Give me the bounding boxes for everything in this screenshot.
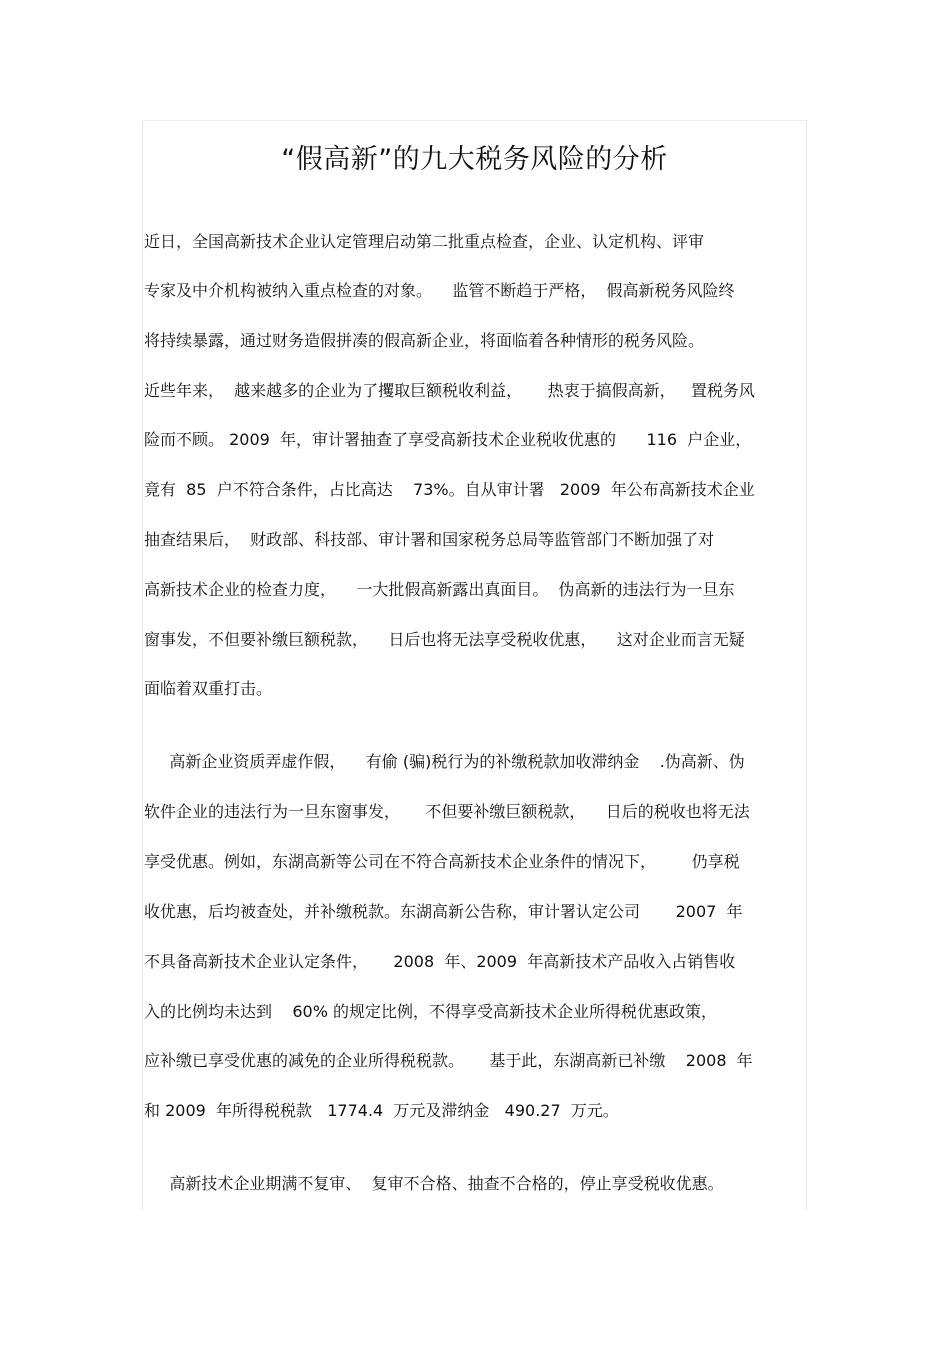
paragraph-line: 享受优惠。例如，东湖高新等公司在不符合高新技术企业条件的情况下， 仍享税 xyxy=(144,852,740,871)
paragraph-line: 和 2009 年所得税税款 1774.4 万元及滞纳金 490.27 万元。 xyxy=(144,1101,619,1120)
paragraph-line: 专家及中介机构被纳入重点检查的对象。 监管不断趋于严格， 假高新税务风险终 xyxy=(144,281,735,300)
paragraph-line: 高新技术企业期满不复审、 复审不合格、抽查不合格的，停止享受税收优惠。 xyxy=(144,1174,724,1193)
paragraph-line: 入的比例均未达到 60% 的规定比例，不得享受高新技术企业所得税优惠政策， xyxy=(144,1002,717,1021)
paragraph-line: 近日，全国高新技术企业认定管理启动第二批重点检查，企业、认定机构、评审 xyxy=(144,232,705,251)
paragraph-line: 不具备高新技术企业认定条件， 2008 年、2009 年高新技术产品收入占销售收 xyxy=(144,952,736,971)
document-title: “假高新”的九大税务风险的分析 xyxy=(281,144,668,175)
paragraph-line: 收优惠，后均被查处，并补缴税款。东湖高新公告称，审计署认定公司 2007 年 xyxy=(144,902,743,921)
paragraph-line: 将持续暴露，通过财务造假拼凑的假高新企业，将面临着各种情形的税务风险。 xyxy=(144,331,705,350)
paragraph-line: 高新企业资质弄虚作假， 有偷 (骗)税行为的补缴税款加收滞纳金 .伪高新、伪 xyxy=(144,752,745,771)
paragraph-line: 竟有 85 户不符合条件，占比高达 73%。自从审计署 2009 年公布高新技术企业 xyxy=(144,480,755,499)
paragraph-line: 软件企业的违法行为一旦东窗事发， 不但要补缴巨额税款， 日后的税收也将无法 xyxy=(144,802,750,821)
paragraph-line: 应补缴已享受优惠的减免的企业所得税税款。 基于此，东湖高新已补缴 2008 年 xyxy=(144,1051,753,1070)
paragraph-line: 面临着双重打击。 xyxy=(144,679,273,698)
paragraph-line: 近些年来， 越来越多的企业为了攫取巨额税收利益， 热衷于搞假高新， 置税务风 xyxy=(144,381,755,400)
paragraph-line: 抽查结果后， 财政部、科技部、审计署和国家税务总局等监管部门不断加强了对 xyxy=(144,530,715,549)
paragraph-line: 险而不顾。 2009 年，审计署抽查了享受高新技术企业税收优惠的 116 户企业， xyxy=(144,430,752,449)
paragraph-line: 窗事发，不但要补缴巨额税款， 日后也将无法享受税收优惠， 这对企业而言无疑 xyxy=(144,630,745,649)
paragraph-line: 高新技术企业的检查力度， 一大批假高新露出真面目。 伪高新的违法行为一旦东 xyxy=(144,580,735,599)
